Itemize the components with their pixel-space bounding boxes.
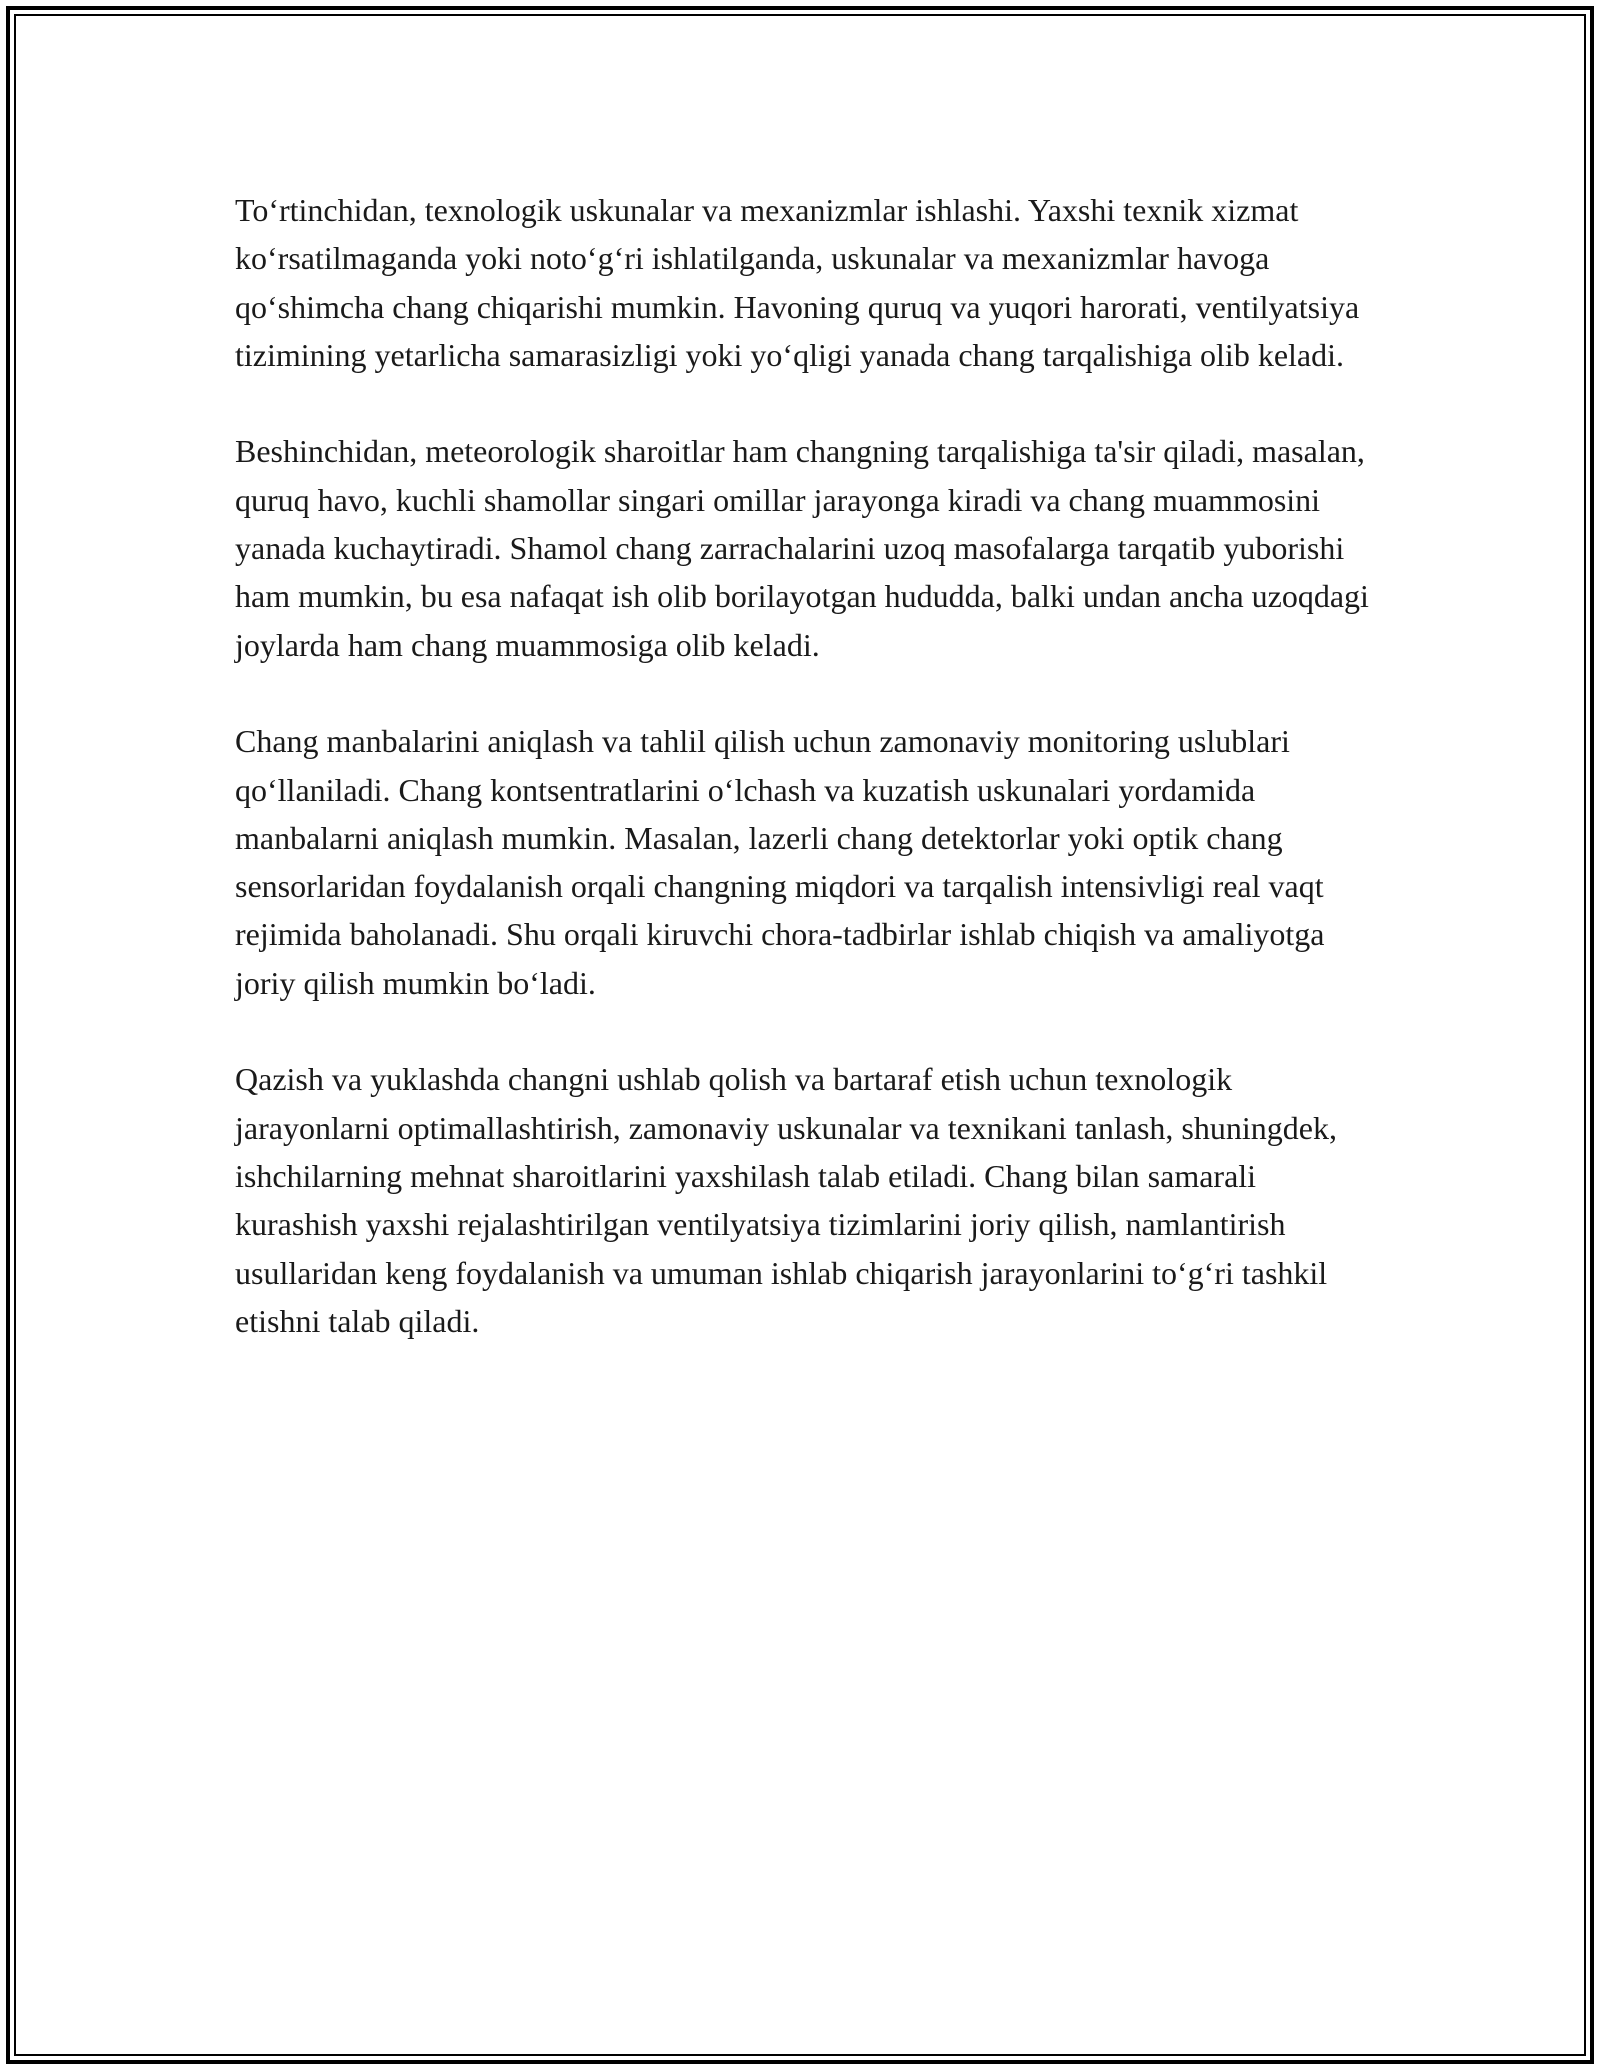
paragraph-3: Chang manbalarini aniqlash va tahlil qilish uchun zamonaviy monitoring uslublari qo‘llaniladi. Chang kontsentratlarini o‘lchash va kuzatish uskunalari yordamida manbalarni aniqlash mumkin. Masalan, lazerli chang detektorlar yoki optik chang sensorlaridan foydalanish orqali changning miqdori va tarqalish intensivligi real vaqt rejimida baholanadi. Shu orqali kiruvchi chora-tadbirlar ishlab chiqish va amaliyotga joriy qilish mumkin bo‘ladi. <box>235 723 1325 1001</box>
paragraph-2: Beshinchidan, meteorologik sharoitlar ham changning tarqalishiga ta'sir qiladi, masalan, quruq havo, kuchli shamollar singari omillar jarayonga kiradi va chang muammosini yanada kuchaytiradi. Shamol chang zarrachalarini uzoq masofalarga tarqatib yuborishi ham mumkin, bu esa nafaqat ish olib borilayotgan hududda, balki undan ancha uzoqdagi joylarda ham chang muammosiga olib keladi. <box>235 433 1369 663</box>
paragraph-1: To‘rtinchidan, texnologik uskunalar va mexanizmlar ishlashi. Yaxshi texnik xizmat ko‘rsatilmaganda yoki noto‘g‘ri ishlatilganda, uskunalar va mexanizmlar havoga qo‘shimcha chang chiqarishi mumkin. Havoning quruq va yuqori harorati, ventilyatsiya tizimining yetarlicha samarasizligi yoki yo‘qligi yanada chang tarqalishiga olib keladi. <box>235 192 1360 373</box>
paragraph-4: Qazish va yuklashda changni ushlab qolish va bartaraf etish uchun texnologik jarayonlarni optimallashtirish, zamonaviy uskunalar va texnikani tanlash, shuningdek, ishchilarning mehnat sharoitlarini yaxshilash talab etiladi. Chang bilan samarali kurashish yaxshi rejalashtirilgan ventilyatsiya tizimlarini joriy qilish, namlantirish usullaridan keng foydalanish va umuman ishlab chiqarish jarayonlarini to‘g‘ri tashkil etishni talab qiladi. <box>235 1061 1337 1339</box>
document-body <box>235 186 1370 1345</box>
